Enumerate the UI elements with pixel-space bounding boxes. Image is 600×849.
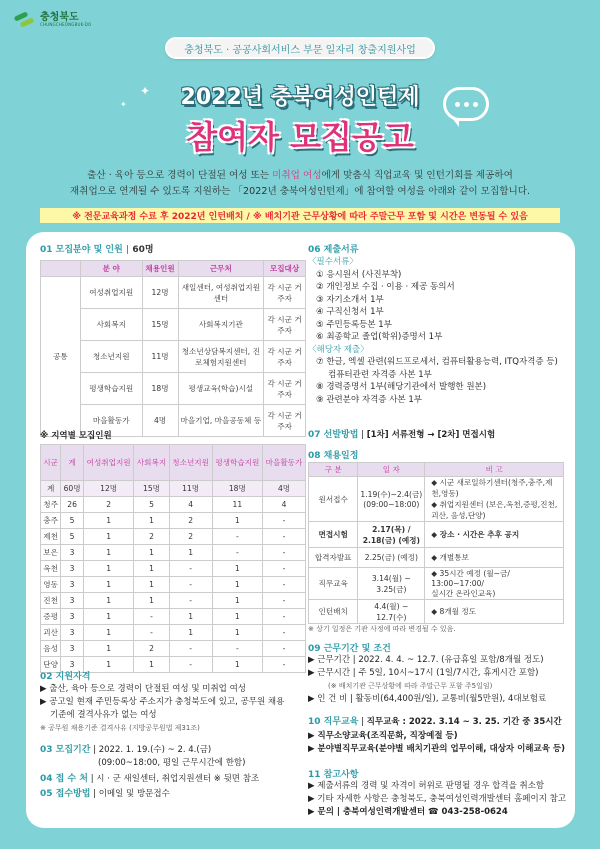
period-row: 03 모집기간 | 2022. 1. 19.(수) ~ 2. 4.(금)	[40, 745, 212, 755]
table-row: 인턴배치 4.4(월) ~ 12.7(수) ◆ 8개월 정도	[309, 600, 564, 624]
page-subtitle: 참여자 모집공고	[186, 118, 414, 156]
region-title: ※ 지역별 모집인원	[40, 431, 112, 441]
table-row: 단양 3 1 1 - 1 -	[41, 657, 306, 673]
region-table: 시군 계 여성취업지원 사회복지 청소년지원 평생학습지원 마을활동가 계 60명 12명 15명 11명 18명 4명 청주 26 2 5 4 11 4 충주 5 1 1 2 1 - 제천 5 1 2 2 - - 보은 3 1 1 1 - - 옥천 3 1 1 - 1 - 영동 3 1 1 - 1 - 진천 3 1 1 - 1 - 증평 3 1 - 1 1 - 괴산 3 1 - 1 1 - 음성 3 1 2 - - - 단양 3 1 1 - 1 -	[40, 444, 306, 673]
sparkle-icon: ✦	[140, 84, 151, 98]
table-row: 제천 5 1 2 2 - -	[41, 529, 306, 545]
table-row: 평생학습지원 18명 평생교육(학습)시설 각 시군 거주자	[41, 373, 306, 405]
table-row: 보은 3 1 1 1 - -	[41, 545, 306, 561]
selection-row: 07 선발방법 | [1차] 서류전형 → [2차] 면접시험	[308, 430, 496, 440]
schedule-note: ※ 상기 일정은 기관 사정에 따라 변경될 수 있음.	[308, 625, 456, 633]
table-row: 공통 여성취업지원 12명 새일센터, 여성취업지원센터 각 시군 거주자	[41, 277, 306, 309]
table-row: 진천 3 1 1 - 1 -	[41, 593, 306, 609]
reception-row: 04 접 수 처 | 시 · 군 새일센터, 취업지원센터 ※ 뒷면 참조	[40, 774, 260, 784]
sparkle-icon: ✦	[120, 100, 127, 109]
method-row: 05 접수방법 | 이메일 및 방문접수	[40, 789, 170, 799]
table-row: 마을활동가 4명 마을기업, 마을공동체 등 각 시군 거주자	[41, 405, 306, 437]
schedule-table: 구 분 일 자 비 고 원서접수 1.19(수)~2.4(금) (09:00~18:00) ◆ 시군 새로일하기센터(청주,충주,제천,영동) ◆ 취업지원센터 (보은,옥천,증평,진천,괴산, 음성,단양) 면접시험 2.17(목) / 2.18(금) (예정) ◆ 장소 · 시간은 추후 공지 합격자발표 2.25(금) (예정) ◆ 개별통보 직무교육 3.14(월) ~ 3.25(금) ◆ 35시간 예정 (월~금/ 13:00~17:00/ 실시간 온라인교육) 인턴배치 4.4(월) ~ 12.7(수) ◆ 8개월 정도	[308, 462, 564, 624]
table-row: 계 60명 12명 15명 11명 18명 4명	[41, 481, 306, 497]
speech-bubble-icon	[443, 87, 489, 121]
section-08-title: 08 채용일정	[308, 451, 359, 461]
logo-text: 충청북도	[40, 12, 79, 23]
table-row: 청소년지원 11명 청소년상담복지센터, 진로체험지원센터 각 시군 거주자	[41, 341, 306, 373]
table-row: 증평 3 1 - 1 1 -	[41, 609, 306, 625]
section-11-title: 11 참고사항	[308, 770, 359, 780]
table-row: 면접시험 2.17(목) / 2.18(금) (예정) ◆ 장소 · 시간은 추후 공지	[309, 522, 564, 548]
program-badge: 충청북도 · 공공사회서비스 부문 일자리 창출지원사업	[165, 37, 435, 59]
table-row: 옥천 3 1 1 - 1 -	[41, 561, 306, 577]
table-row: 충주 5 1 1 2 1 -	[41, 513, 306, 529]
recruit-table: 분 야 채용인원 근무처 모집대상 공통 여성취업지원 12명 새일센터, 여성취업지원센터 각 시군 거주자 사회복지 15명 사회복지기관 각 시군 거주자 청소년지원 11명 청소년상담복지센터, 진로체험지원센터 각 시군 거주자 평생학습지원 18명 평생교육(학습)시설 각 시군 거주자 마을활동가 4명 마을기업, 마을공동체 등 각 시군 거주자	[40, 260, 306, 437]
qualification-list: ▶ 출산, 육아 등으로 경력이 단절된 여성 및 미취업 여성 ▶ 공고일 현재 주민등록상 주소지가 충청북도에 있고, 공무원 채용 기준에 결격사유가 없는 여성 ※ 공무원 채용기준 결격사유 (지방공무원법 제31조)	[40, 684, 285, 732]
contact-line: ▶ 문의 | 충북여성인력개발센터 ☎ 043-258-0624	[308, 807, 508, 817]
logo-subtext: CHUNGCHEONGBUK-DO	[40, 22, 92, 27]
logo-mark-icon	[14, 12, 36, 28]
documents-list: 〈필수서류〉 ① 응시원서 (사진부착) ② 개인정보 수집 · 이용 · 제공 동의서 ③ 자기소개서 1부 ④ 구직신청서 1부 ⑤ 주민등록등본 1부 ⑥ 최종학교 졸업(학위)증명서 1부 〈해당자 제출〉 ⑦ 한글, 엑셀 관련(워드프로세서, 컴퓨터활용능력, ITQ자격증 등) 컴퓨터관련 자격증 사본 1부 ⑧ 경력증명서 1부(해당기관에서 발행한 원본) ⑨ 관련분야 자격증 사본 1부	[308, 257, 558, 405]
table-row: 직무교육 3.14(월) ~ 3.25(금) ◆ 35시간 예정 (월~금/ 13:00~17:00/ 실시간 온라인교육)	[309, 568, 564, 600]
period-hours: (09:00~18:00, 평일 근무시간에 한함)	[98, 758, 246, 768]
training-list: ▶ 직무소양교육(조직문화, 직장예절 등) ▶ 분야별직무교육(분야별 배치기관의 업무이해, 대상자 이해교육 등)	[308, 731, 565, 754]
table-row: 청주 26 2 5 4 11 4	[41, 497, 306, 513]
training-row: 10 직무교육 | 직무교육 : 2022. 3.14 ~ 3. 25. 기간 중 35시간	[308, 717, 562, 727]
intro-text: 출산 · 육아 등으로 경력이 단절된 여성 또는 미취업 여성에게 맞춤식 직업교육 및 인턴기회를 제공하여 재취업으로 연계될 수 있도록 지원하는 「2022년 충북여성인턴제」에 참여할 여성을 아래와 같이 모집합니다.	[69, 170, 531, 197]
section-06-title: 06 제출서류	[308, 245, 359, 255]
section-09-title: 09 근무기간 및 조건	[308, 644, 391, 654]
section-01-title: 01 모집분야 및 인원 | 60명	[40, 245, 154, 255]
section-02-title: 02 지원자격	[40, 672, 91, 682]
table-row: 음성 3 1 2 - - -	[41, 641, 306, 657]
table-row: 영동 3 1 1 - 1 -	[41, 577, 306, 593]
warning-banner: ※ 전문교육과정 수료 후 2022년 인턴배치 / ※ 배치기관 근무상황에 따라 주말근무 포함 및 시간은 변동될 수 있음	[40, 208, 560, 223]
logo	[14, 12, 91, 28]
table-row: 사회복지 15명 사회복지기관 각 시군 거주자	[41, 309, 306, 341]
table-row: 괴산 3 1 - 1 1 -	[41, 625, 306, 641]
table-row: 원서접수 1.19(수)~2.4(금) (09:00~18:00) ◆ 시군 새로일하기센터(청주,충주,제천,영동) ◆ 취업지원센터 (보은,옥천,증평,진천,괴산, 음성,단양)	[309, 477, 564, 522]
table-row: 합격자발표 2.25(금) (예정) ◆ 개별통보	[309, 548, 564, 568]
content-card	[26, 232, 575, 828]
page-title: 2022년 충북여성인턴제	[180, 85, 420, 110]
notes-list: ▶ 제출서류의 경력 및 자격이 허위로 판명될 경우 합격을 취소함 ▶ 기타 자세한 사항은 충청북도, 충북여성인력개발센터 홈페이지 참고 ▶ 문의 | 충북여성인력개발센터 ☎ 043-258-0624	[308, 780, 572, 819]
table-header	[41, 261, 81, 277]
work-conditions: ▶ 근무기간 | 2022. 4. 4. ~ 12.7. (유급휴일 포함/8개월 정도) ▶ 근무시간 | 주 5일, 10시~17시 (1일/7시간, 휴게시간 포함) (※ 배치기관 근무상황에 따라 주말근무 포함 주5일임) ▶ 인 건 비 | 활동비(64,400원/일), 교통비(월5만원), 4대보험료	[308, 655, 547, 704]
